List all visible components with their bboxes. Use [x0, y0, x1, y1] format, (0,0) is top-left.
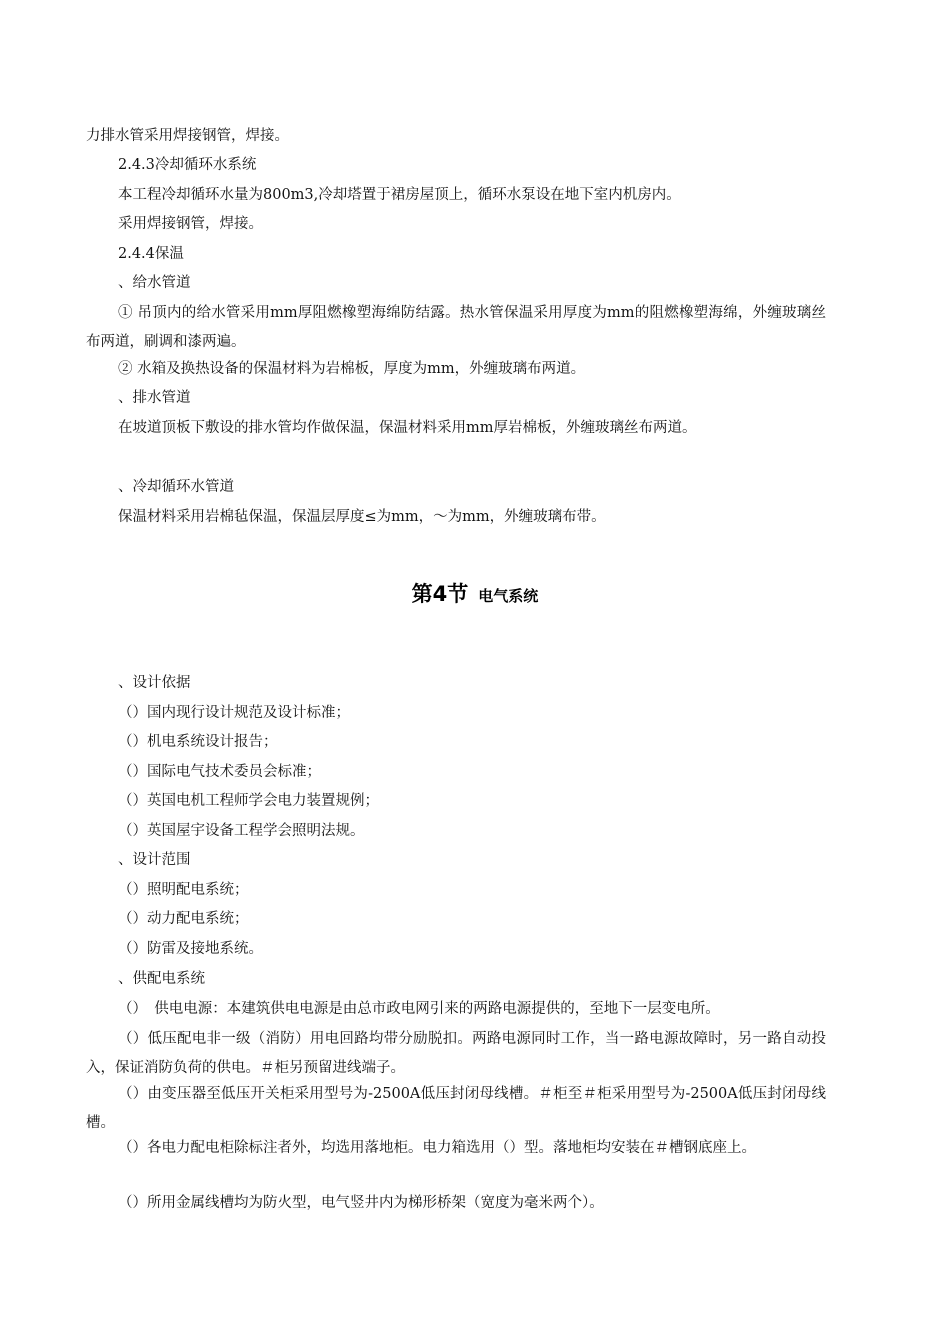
supply-pipe-item-1: ① 吊顶内的给水管采用mm厚阻燃橡塑海绵防结露。热水管保温采用厚度为mm的阻燃橡塑海绵，外缠玻璃丝布两道，刷调和漆两遍。 [86, 305, 826, 350]
power-supply-item: （）低压配电非一级（消防）用电回路均带分励脱扣。两路电源同时工作，当一路电源故障时，另一路自动投入，保证消防负荷的供电。＃柜另预留进线端子。 [86, 1031, 826, 1076]
design-basis-item: （）国际电气技术委员会标准； [118, 764, 321, 780]
pressure-drain-text: 力排水管采用焊接钢管，焊接。 [86, 128, 289, 144]
power-supply-heading: 、供配电系统 [118, 971, 205, 987]
cooling-water-pipe-desc: 保温材料采用岩棉毡保温，保温层厚度≤为mm，～为mm，外缠玻璃布带。 [118, 509, 606, 525]
design-basis-item: （）机电系统设计报告； [118, 734, 278, 750]
cooling-system-heading: 2.4.3冷却循环水系统 [118, 157, 257, 173]
section-heading [0, 578, 950, 608]
power-supply-item: （）所用金属线槽均为防火型，电气竖井内为梯形桥架（宽度为毫米两个）。 [118, 1195, 604, 1211]
design-scope-item: （）动力配电系统； [118, 911, 249, 927]
design-basis-item: （）英国电机工程师学会电力装置规例； [118, 793, 379, 809]
design-scope-heading: 、设计范围 [118, 852, 191, 868]
power-supply-item: （）各电力配电柜除标注者外，均选用落地柜。电力箱选用（）型。落地柜均安装在＃槽钢底座上。 [118, 1140, 756, 1156]
supply-pipe-heading: 、给水管道 [118, 275, 191, 291]
power-supply-item: （） 供电电源：本建筑供电电源是由总市政电网引来的两路电源提供的，至地下一层变电所。 [118, 1001, 720, 1017]
drain-pipe-heading: 、排水管道 [118, 390, 191, 406]
design-basis-item: （）国内现行设计规范及设计标准； [118, 705, 350, 721]
design-scope-item: （）照明配电系统； [118, 882, 249, 898]
drain-pipe-desc: 在坡道顶板下敷设的排水管均作做保温，保温材料采用mm厚岩棉板，外缠玻璃丝布两道。 [118, 420, 697, 436]
design-scope-item: （）防雷及接地系统。 [118, 941, 263, 957]
insulation-heading: 2.4.4保温 [118, 246, 184, 262]
cooling-system-desc: 本工程冷却循环水量为800m3,冷却塔置于裙房屋顶上，循环水泵设在地下室内机房内。 [118, 187, 681, 203]
power-supply-item: （）由变压器至低压开关柜采用型号为-2500A低压封闭母线槽。＃柜至＃柜采用型号为-2500A低压封闭母线槽。 [86, 1086, 826, 1131]
section-title: 电气系统 [478, 587, 539, 605]
section-number: 第4节 [411, 582, 469, 606]
design-basis-item: （）英国屋宇设备工程学会照明法规。 [118, 823, 365, 839]
cooling-water-pipe-heading: 、冷却循环水管道 [118, 479, 234, 495]
supply-pipe-item-2: ② 水箱及换热设备的保温材料为岩棉板，厚度为mm，外缠玻璃布两道。 [118, 361, 586, 377]
design-basis-heading: 、设计依据 [118, 675, 191, 691]
cooling-pipe-material: 采用焊接钢管，焊接。 [118, 216, 263, 232]
